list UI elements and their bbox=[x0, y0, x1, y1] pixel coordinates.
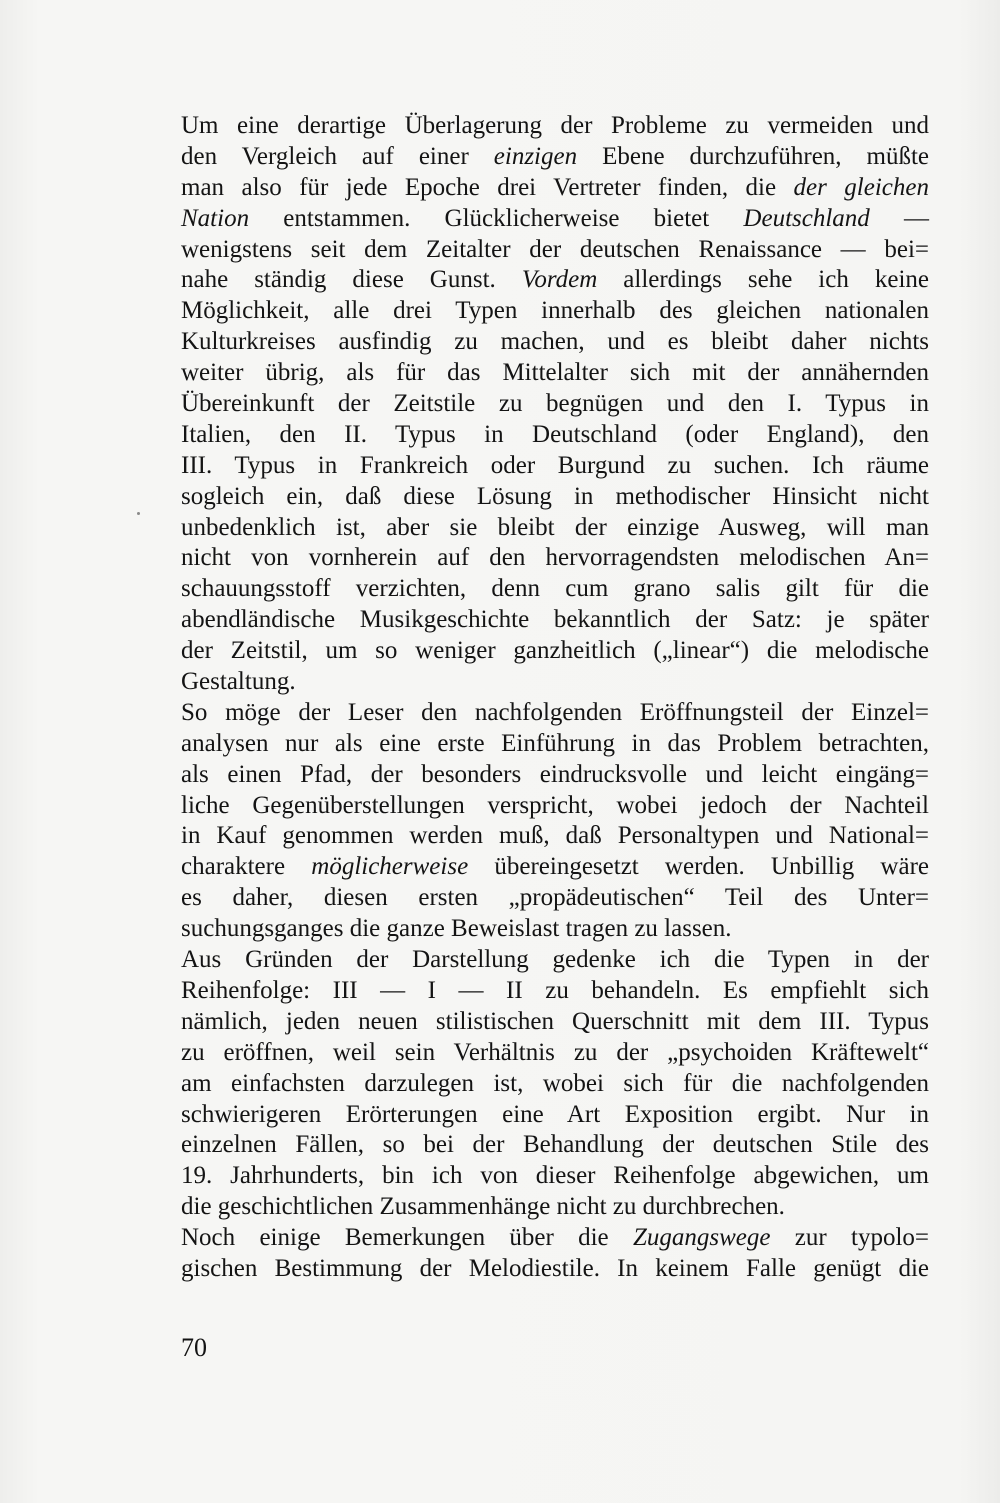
text-run: So möge der Leser den nachfolgenden Eröffnungsteil der Einzel= bbox=[181, 698, 929, 726]
text-run: es daher, diesen ersten „propädeutischen“ Teil des Unter= bbox=[181, 884, 929, 912]
text-run: zu eröffnen, weil sein Verhältnis zu der „psychoiden Kräftewelt“ bbox=[181, 1038, 929, 1066]
text-run: übereingesetzt werden. Unbillig wäre bbox=[468, 853, 930, 881]
text-run: 19. Jahrhunderts, bin ich von dieser Reihenfolge abgewichen, um bbox=[181, 1162, 929, 1190]
text-run: liche Gegenüberstellungen verspricht, wobei jedoch der Nachteil bbox=[181, 791, 929, 819]
text-run: suchungsganges die ganze Beweislast tragen zu lassen. bbox=[181, 915, 732, 943]
text-run: nicht von vornherein auf den hervorragendsten melodischen An= bbox=[181, 544, 929, 572]
text-run: entstammen. Glücklicherweise bietet bbox=[249, 204, 744, 232]
emphasized-text: Zugangswege bbox=[632, 1224, 771, 1252]
text-line bbox=[181, 543, 929, 574]
text-line bbox=[181, 142, 929, 173]
text-line bbox=[181, 636, 929, 667]
text-run: Kulturkreises ausfindig zu machen, und es bleibt daher nichts bbox=[181, 328, 929, 356]
page-number: 70 bbox=[181, 1333, 207, 1362]
emphasized-text: Nation bbox=[181, 204, 250, 232]
text-line bbox=[181, 513, 929, 544]
text-line bbox=[181, 1223, 929, 1254]
text-run: analysen nur als eine erste Einführung in das Problem betrachten, bbox=[181, 729, 929, 757]
text-run: Möglichkeit, alle drei Typen innerhalb des gleichen nationalen bbox=[181, 297, 929, 325]
text-run: wenigstens seit dem Zeitalter der deutschen Renaissance — bei= bbox=[181, 235, 929, 263]
text-line bbox=[181, 1254, 929, 1285]
text-run: abendländische Musikgeschichte bekanntlich der Satz: je später bbox=[181, 606, 929, 634]
text-run: der Zeitstil, um so weniger ganzheitlich („linear“) die melodische bbox=[181, 637, 929, 665]
text-run: man also für jede Epoche drei Vertreter finden, die bbox=[181, 173, 794, 201]
text-run: nahe ständig diese Gunst. bbox=[181, 266, 522, 294]
text-run: den Vergleich auf einer bbox=[181, 142, 494, 170]
text-line bbox=[181, 1192, 929, 1223]
text-run: schauungsstoff verzichten, denn cum grano salis gilt für die bbox=[181, 575, 929, 603]
text-run: weiter übrig, als für das Mittelalter sich mit der annähernden bbox=[181, 359, 929, 387]
text-line bbox=[181, 852, 929, 883]
text-line bbox=[181, 729, 929, 760]
text-line bbox=[181, 605, 929, 636]
emphasized-text: möglicherweise bbox=[311, 853, 469, 881]
text-line bbox=[181, 791, 929, 822]
text-line bbox=[181, 389, 929, 420]
text-run: Italien, den II. Typus in Deutschland (oder England), den bbox=[181, 420, 929, 448]
text-run: allerdings sehe ich keine bbox=[597, 266, 929, 294]
text-line bbox=[181, 945, 929, 976]
text-line bbox=[181, 296, 929, 327]
text-line bbox=[181, 883, 929, 914]
text-run: als einen Pfad, der besonders eindrucksvolle und leicht eingäng= bbox=[181, 760, 929, 788]
text-run: schwierigeren Erörterungen eine Art Exposition ergibt. Nur in bbox=[181, 1100, 929, 1128]
text-line bbox=[181, 698, 929, 729]
text-run: — bbox=[869, 204, 930, 232]
text-line bbox=[181, 1038, 929, 1069]
text-line bbox=[181, 111, 929, 142]
text-run: am einfachsten darzulegen ist, wobei sich für die nachfolgenden bbox=[181, 1069, 929, 1097]
text-line bbox=[181, 760, 929, 791]
text-run: einzelnen Fällen, so bei der Behandlung der deutschen Stile des bbox=[181, 1131, 929, 1159]
text-run: Gestaltung. bbox=[181, 668, 296, 696]
text-line bbox=[181, 914, 929, 945]
text-line bbox=[181, 451, 929, 482]
text-line bbox=[181, 1161, 929, 1192]
text-run: die geschichtlichen Zusammenhänge nicht zu durchbrechen. bbox=[181, 1193, 785, 1221]
text-run: nämlich, jeden neuen stilistischen Querschnitt mit dem III. Typus bbox=[181, 1007, 929, 1035]
text-line bbox=[181, 327, 929, 358]
text-run: Noch einige Bemerkungen über die bbox=[181, 1224, 633, 1252]
text-line bbox=[181, 1007, 929, 1038]
text-line bbox=[181, 821, 929, 852]
text-run: Übereinkunft der Zeitstile zu begnügen und den I. Typus in bbox=[181, 390, 929, 418]
text-run: Aus Gründen der Darstellung gedenke ich die Typen in der bbox=[181, 946, 929, 974]
emphasized-text: Deutschland bbox=[743, 204, 870, 232]
text-run: III. Typus in Frankreich oder Burgund zu suchen. Ich räume bbox=[181, 451, 929, 479]
text-line bbox=[181, 173, 929, 204]
text-run: sogleich ein, daß diese Lösung in methodischer Hinsicht nicht bbox=[181, 482, 929, 510]
text-line bbox=[181, 1130, 929, 1161]
text-run: in Kauf genommen werden muß, daß Personaltypen und National= bbox=[181, 822, 929, 850]
text-line bbox=[181, 976, 929, 1007]
text-run: gischen Bestimmung der Melodiestile. In keinem Falle genügt die bbox=[181, 1254, 929, 1282]
text-run: zur typolo= bbox=[770, 1224, 929, 1252]
text-run: Um eine derartige Überlagerung der Probleme zu vermeiden und bbox=[181, 112, 929, 139]
text-line bbox=[181, 482, 929, 513]
text-line bbox=[181, 204, 929, 235]
text-run: charaktere bbox=[181, 853, 312, 881]
paper-speck bbox=[137, 512, 140, 515]
emphasized-text: Vordem bbox=[521, 266, 598, 294]
body-text bbox=[181, 111, 929, 1285]
text-line bbox=[181, 574, 929, 605]
text-line bbox=[181, 235, 929, 266]
text-line bbox=[181, 1069, 929, 1100]
emphasized-text: der gleichen bbox=[793, 173, 929, 201]
text-line bbox=[181, 420, 929, 451]
text-run: Reihenfolge: III — I — II zu behandeln. Es empfiehlt sich bbox=[181, 976, 929, 1004]
text-run: Ebene durchzuführen, müßte bbox=[577, 142, 930, 170]
text-line bbox=[181, 265, 929, 296]
text-line bbox=[181, 358, 929, 389]
emphasized-text: einzigen bbox=[493, 142, 578, 170]
text-run: unbedenklich ist, aber sie bleibt der einzige Ausweg, will man bbox=[181, 513, 929, 541]
text-line bbox=[181, 667, 929, 698]
text-line bbox=[181, 1100, 929, 1131]
